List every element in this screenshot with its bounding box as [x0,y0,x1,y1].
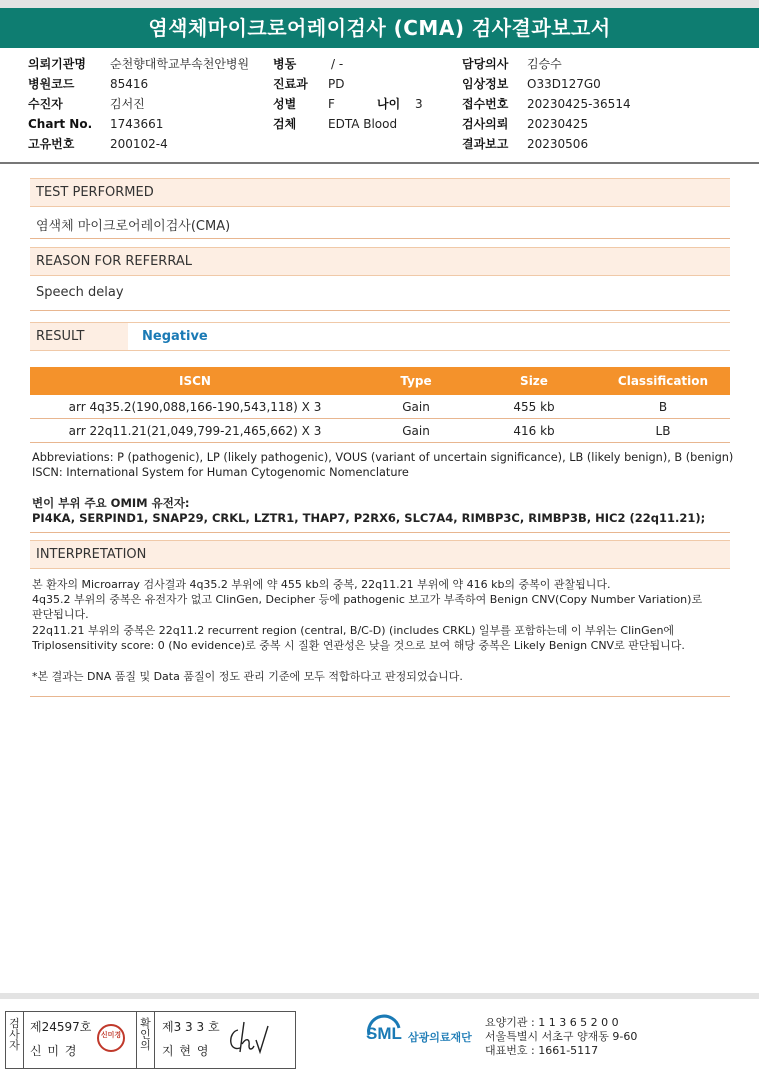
info-left [28,57,250,157]
tester-label: 검사자 [6,1012,24,1068]
info-label: 의뢰기관명 [28,57,86,71]
interp-line: 판단됩니다. [32,608,89,621]
cell-size: 455 kb [513,400,555,414]
tester-no: 제24597호 [30,1020,92,1034]
table-row [30,419,730,443]
interpretation-heading: INTERPRETATION [30,540,730,569]
phone: 대표번호 : 1661-5117 [485,1044,599,1057]
result-row [30,322,730,351]
info-value: 20230506 [527,137,589,151]
cell-class: B [658,400,668,414]
confirm-name: 지 현 영 [162,1044,210,1058]
quality-note: *본 결과는 DNA 품질 및 Data 품질이 정도 관리 기준에 모두 적합하다고 판정되었습니다. [32,670,463,683]
info-label: 접수번호 [462,97,509,111]
tester-name: 신 미 경 [30,1044,78,1058]
info-value: 20230425 [527,117,589,131]
info-mid [273,57,423,137]
info-value: F [328,97,335,111]
info-label: 진료과 [273,77,308,91]
interp-line: Triplosensitivity score: 0 (No evidence)로 중복 시 질환 연관성은 낮을 것으로 보여 해당 중복은 Likely Benign CNV로 판단됩니다. [32,639,685,652]
info-label: 성별 [273,97,297,111]
info-value: PD [328,77,345,91]
cell-iscn: arr 4q35.2(190,088,166-190,543,118) X 3 [68,400,322,414]
report-title: 염색체마이크로어레이검사 (CMA) 검사결과보고서 [0,8,759,48]
seal-text: 신미경 [100,1031,122,1039]
info-value: 김서진 [110,97,145,111]
info-label: 결과보고 [462,137,509,151]
info-label: 고유번호 [28,137,75,151]
info-label: 병원코드 [28,77,75,91]
provider-code: 요양기관 : 1 1 3 6 5 2 0 0 [485,1016,619,1029]
test-performed-heading: TEST PERFORMED [30,178,730,207]
info-value: 85416 [110,77,149,91]
omim-genes: PI4KA, SERPIND1, SNAP29, CRKL, LZTR1, THAP7, P2RX6, SLC7A4, RIMBP3C, RIMBP3B, HIC2 (22q11.21); [32,511,706,525]
table-header [30,367,730,395]
org-name: 삼광의료재단 [408,1031,472,1044]
cell-size: 416 kb [513,424,555,438]
info-label: Chart No. [28,117,93,131]
cell-type: Gain [402,424,430,438]
info-value: 김승수 [527,57,562,71]
info-value: 200102-4 [110,137,168,151]
info-value: O33D127G0 [527,77,601,91]
divider [30,532,730,533]
interp-line: 22q11.21 부위의 중복은 22q11.2 recurrent region (central, B/C-D) (includes CRKL) 일부를 포함하는데 이 부위는 ClinGen에 [32,624,675,637]
interp-line: 4q35.2 부위의 중복은 유전자가 없고 ClinGen, Decipher 등에 pathogenic 보고가 부족하여 Benign CNV(Copy Number Variation)로 [32,593,703,606]
divider [30,238,730,239]
info-label: 담당의사 [462,57,509,71]
cell-iscn: arr 22q11.21(21,049,799-21,465,662) X 3 [68,424,322,438]
cell-class: LB [655,424,671,438]
col-iscn: ISCN [179,374,211,388]
signature-icon [224,1018,272,1058]
info-label: 검체 [273,117,297,131]
result-heading: RESULT [30,323,128,350]
info-label: 임상정보 [462,77,509,91]
divider [30,696,730,697]
confirm-label: 확인의 [137,1012,155,1068]
age-label: 나이 [377,97,401,111]
info-label: 병동 [273,57,297,71]
abbreviations: Abbreviations: P (pathogenic), LP (likely pathogenic), VOUS (variant of uncertain significance), LB (likely benign), B (benign) [32,451,734,464]
info-label: 수진자 [28,97,63,111]
age-value: 3 [415,97,423,111]
info-right [462,57,631,157]
col-type: Type [400,374,432,388]
interp-line: 본 환자의 Microarray 검사결과 4q35.2 부위에 약 455 kb의 중복, 22q11.21 부위에 약 416 kb의 중복이 관찰됩니다. [32,578,611,591]
info-value: 20230425-36514 [527,97,631,111]
iscn-note: ISCN: International System for Human Cytogenomic Nomenclature [32,466,409,479]
referral-heading: REASON FOR REFERRAL [30,247,730,276]
col-size: Size [520,374,548,388]
sml-logo: SML [366,1024,402,1043]
info-value: 순천향대학교부속천안병원 [110,57,250,71]
seal-stamp [97,1024,125,1052]
address: 서울특별시 서초구 양재동 9-60 [485,1030,638,1043]
divider [30,310,730,311]
confirm-no: 제3 3 3 호 [162,1020,220,1034]
info-value: EDTA Blood [328,117,398,131]
referral-value: Speech delay [36,285,124,300]
info-value: / - [331,57,344,71]
signature-box [5,1011,296,1069]
table-row [30,395,730,419]
header-divider [0,162,759,164]
omim-title: 변이 부위 주요 OMIM 유전자: [32,496,190,510]
test-performed-value: 염색체 마이크로어레이검사(CMA) [36,219,231,234]
cell-type: Gain [402,400,430,414]
top-strip [0,0,759,8]
col-classification: Classification [617,374,709,388]
info-label: 검사의뢰 [462,117,509,131]
info-value: 1743661 [110,117,164,131]
result-value: Negative [142,329,208,344]
